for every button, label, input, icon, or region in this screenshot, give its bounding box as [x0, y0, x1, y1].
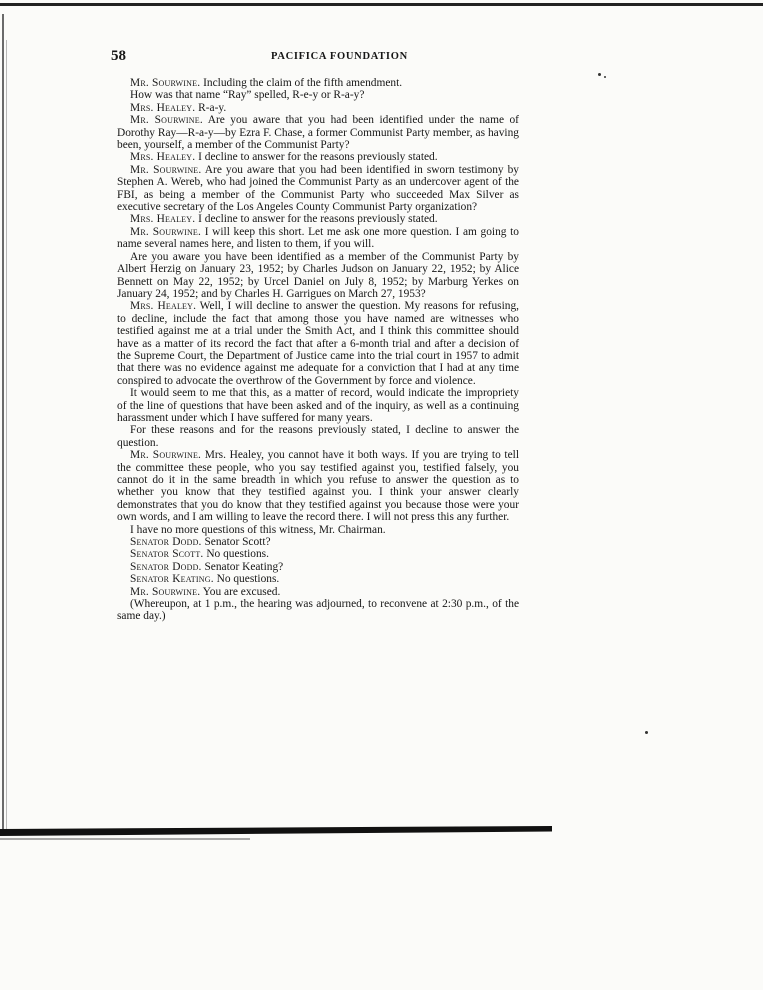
transcript-paragraph: [117, 300, 519, 387]
transcript-paragraph: [117, 536, 519, 548]
paragraph-text: Including the claim of the fifth amendment.: [200, 77, 403, 89]
transcript-paragraph: [117, 449, 519, 523]
paragraph-text: Are you aware you have been identified as a member of the Communist Party by Albert Herzig on January 23, 1952; by Charles Judson on January 22, 1952; by Alice Bennett on May 22, 1952; by Urcel Daniel on July 8, 1952; by Marburg Yerkes on January 24, 1952; and by Charles H. Garrigues on March 27, 1953?: [117, 250, 519, 300]
transcript-paragraph: [117, 424, 519, 449]
transcript-paragraph: [117, 114, 519, 151]
transcript-paragraph: [117, 598, 519, 623]
transcript-paragraph: [117, 548, 519, 560]
paragraph-text: Are you aware that you had been identified under the name of Dorothy Ray—R-a-y—by Ezra F. Chase, a former Communist Party member, as having been, yourself, a member of the Communist Party?: [117, 114, 519, 152]
paragraph-text: Mrs. Healey, you cannot have it both ways. If you are trying to tell the committee these people, who you say testified against you, testified falsely, you cannot do it in the same breadth in which you refuse to answer the question as to whether you know that they testified against you. I think your answer clearly demonstrates that you do know that they testified against you because those were your own words, and I am willing to leave the record there. I will not press this any further.: [117, 449, 519, 524]
bottom-scan-bar: [0, 826, 552, 836]
running-head: PACIFICA FOUNDATION: [271, 51, 408, 62]
transcript-paragraph: [117, 524, 519, 536]
transcript-paragraph: [117, 77, 519, 89]
speaker-name: Mr. Sourwine.: [130, 449, 202, 462]
speaker-name: Senator Dodd.: [130, 536, 202, 549]
top-border-rule: [0, 3, 763, 6]
bottom-scan-shadow: [0, 838, 250, 840]
paragraph-text: R-a-y.: [195, 101, 227, 114]
speaker-name: Mrs. Healey.: [130, 300, 197, 313]
page-header: [111, 48, 521, 68]
paragraph-text: Senator Scott?: [201, 536, 271, 549]
speaker-name: Mrs. Healey.: [130, 101, 196, 114]
paragraph-text: I decline to answer for the reasons previously stated.: [195, 213, 438, 226]
transcript-paragraph: [117, 102, 519, 114]
paragraph-text: It would seem to me that this, as a matter of record, would indicate the impropriety of the line of questions that have been asked and of the inquiry, as well as a continuing harassment under which I have suffered for many years.: [117, 387, 519, 424]
speaker-name: Mr. Sourwine.: [130, 225, 202, 238]
paragraph-text: No questions.: [213, 573, 280, 586]
paragraph-text: Are you aware that you had been identified in sworn testimony by Stephen A. Wereb, who had joined the Communist Party as an undercover agent of the FBI, as being a member of the Communist Party who succeeded Max Silver as executive secretary of the Los Angeles County Communist Party organization?: [117, 163, 519, 214]
scan-speck: [604, 76, 606, 78]
speaker-name: Senator Keating.: [130, 573, 214, 586]
transcript-paragraph: [117, 164, 519, 214]
left-scan-edge-inner: [6, 40, 7, 830]
paragraph-text: Senator Keating?: [201, 560, 284, 573]
paragraph-text: I will keep this short. Let me ask one more question. I am going to name several names here, and listen to them, if you will.: [117, 225, 519, 251]
speaker-name: Mrs. Healey.: [130, 151, 196, 164]
paragraph-text: You are excused.: [200, 585, 281, 598]
paragraph-text: For these reasons and for the reasons previously stated, I decline to answer the question.: [117, 424, 519, 449]
speaker-name: Mrs. Healey.: [130, 213, 196, 226]
speaker-name: Mr. Sourwine.: [130, 163, 202, 176]
transcript-paragraph: [117, 561, 519, 573]
transcript-paragraph: [117, 213, 519, 225]
scan-speck: [645, 731, 648, 734]
transcript-paragraph: [117, 586, 519, 598]
transcript-paragraph: [117, 89, 519, 101]
transcript-paragraph: [117, 226, 519, 251]
page-number: 58: [111, 48, 126, 64]
transcript-paragraph: [117, 573, 519, 585]
paragraph-text: No questions.: [203, 548, 269, 561]
speaker-name: Senator Dodd.: [130, 560, 202, 573]
speaker-name: Senator Scott.: [130, 548, 204, 561]
speaker-name: Mr. Sourwine.: [130, 585, 201, 598]
transcript-paragraph: [117, 387, 519, 424]
speaker-name: Mr. Sourwine.: [130, 77, 201, 89]
scan-speck: [598, 73, 601, 76]
transcript-paragraph: [117, 151, 519, 163]
paragraph-text: I decline to answer for the reasons previously stated.: [195, 151, 438, 164]
paragraph-text: I have no more questions of this witness, Mr. Chairman.: [130, 523, 386, 536]
transcript-paragraph: [117, 251, 519, 301]
speaker-name: Mr. Sourwine.: [130, 114, 203, 127]
paragraph-text: (Whereupon, at 1 p.m., the hearing was adjourned, to reconvene at 2:30 p.m., of the same day.): [117, 598, 519, 623]
paragraph-text: Well, I will decline to answer the question. My reasons for refusing, to decline, include the fact that among those you have named are witnesses who testified against me at a trial under the Smith Act, and I think this committee should have as a matter of its record the fact that after a 6-month trial and after a decision of the Supreme Court, the Department of Justice came into the trial court in 1957 to admit that there was no evidence against me adequate for a conviction that I had at any time conspired to advocate the overthrow of the Government by force and violence.: [117, 300, 519, 387]
paragraph-text: How was that name “Ray” spelled, R-e-y or R-a-y?: [130, 89, 365, 102]
left-scan-edge: [2, 14, 4, 834]
transcript-body: [117, 77, 519, 623]
